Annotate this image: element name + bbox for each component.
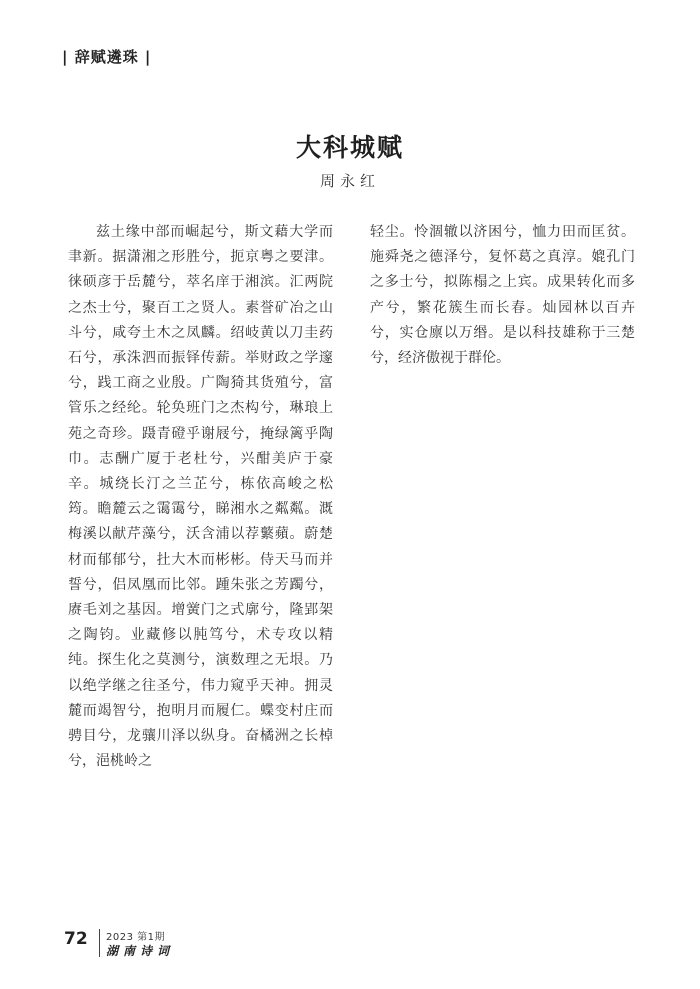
article-title: 大科城赋 [295,133,404,162]
article-author: 周永红 [319,172,380,190]
issue-info: 2023 第1期 [106,932,165,943]
footer-divider [99,929,100,957]
page-number: 72 [64,929,88,949]
body-text-right-column: 轻尘。怜涸辙以济困兮，恤力田而匡贫。施舜尧之德泽兮，复怀葛之真淳。媲孔门之多士兮，拟陈榻之上宾。成果转化而多产兮，繁花簇生而长春。灿园林以百卉兮，实仓廪以万缗。是以科技雄称于三楚兮，经济傲视于群伦。 [370,224,635,367]
body-text-left-column: 兹土缘中部而崛起兮，斯文藉大学而聿新。据潇湘之形胜兮，扼京粤之要津。徕硕彦于岳麓兮，萃名庠于湘滨。汇两院之杰士兮，聚百工之贤人。素誉矿冶之山斗兮，咸夸土木之凤麟。绍岐黄以刀圭药石兮，承洙泗而振铎传薪。举财政之学邃兮，践工商之业殷。广陶猗其货殖兮，富管乐之经纶。轮奂班门之杰构兮，琳琅上苑之奇珍。蹑青磴乎谢屐兮，掩绿篱乎陶巾。志酬广厦于老杜兮，兴酣美庐于豪辛。城绕长汀之兰芷兮，栋依高峻之松筠。瞻麓云之霭霭兮，睇湘水之粼粼。溉梅溪以献芹藻兮，沃含浦以荐蘩蘋。蔚楚材而郁郁兮，扗大木而彬彬。侍天马而并誓兮，侣凤凰而比邻。踵朱张之芳躅兮，赓毛刘之基因。增黉门之式廓兮，隆郢架之陶钧。业藏修以肫笃兮，术专攻以精纯。探生化之莫测兮，演数理之无垠。乃以绝学继之往圣兮，伟力窥乎天神。拥灵麓而竭智兮，抱明月而履仁。蝶变村庄而骋目兮，龙骧川泽以纵身。奋橘洲之长棹兮，浥桃岭之 [68,224,333,770]
journal-name: 湖南诗词 [106,944,175,958]
section-tag: | 辞赋遴珠 | [62,48,152,66]
